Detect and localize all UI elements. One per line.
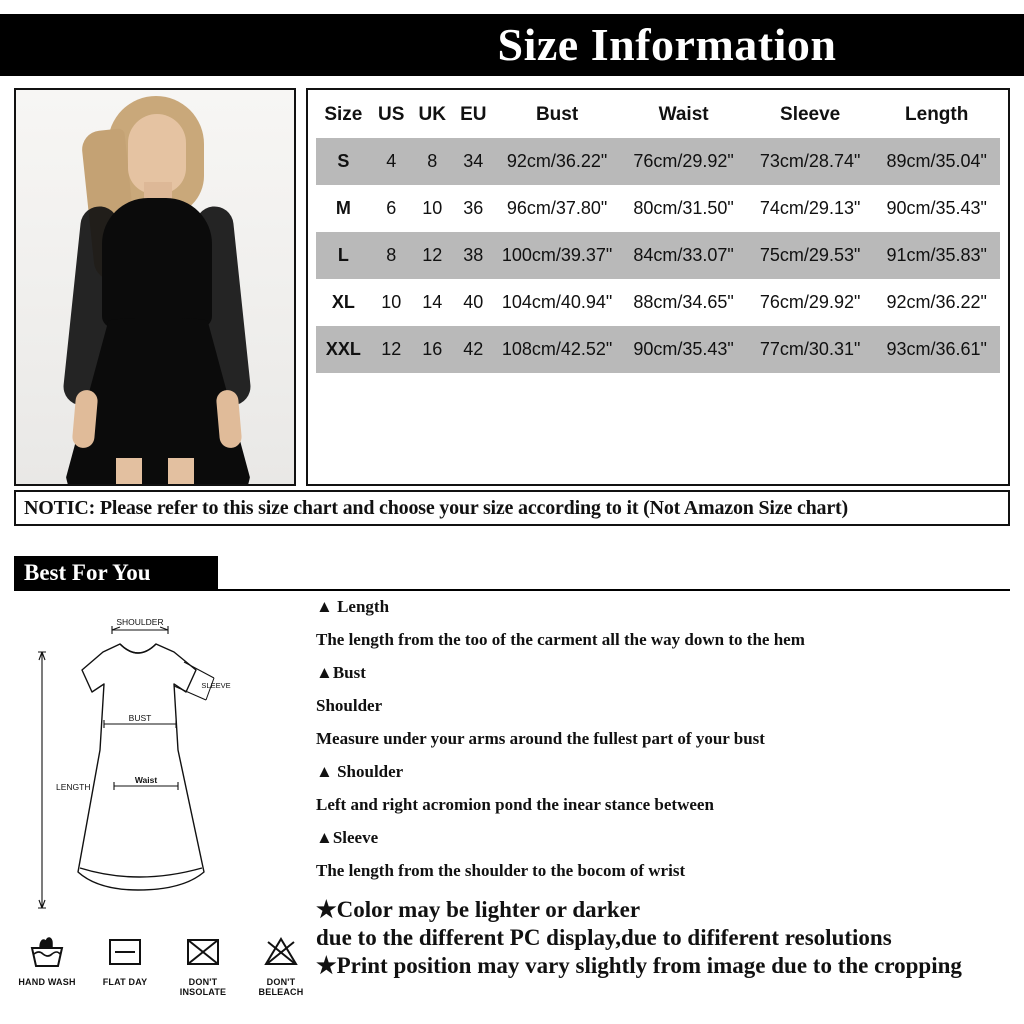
guide-line: ▲ Length	[316, 597, 390, 616]
guide-line: Left and right acromion pond the inear stance between	[316, 795, 714, 814]
cell-bust: 92cm/36.22"	[494, 138, 621, 185]
cell-us: 10	[371, 279, 412, 326]
cell-length: 92cm/36.22"	[873, 279, 1000, 326]
page-title: Size Information	[497, 19, 837, 70]
dress-bodice	[102, 198, 212, 328]
cell-waist: 88cm/34.65"	[620, 279, 747, 326]
size-table	[316, 96, 1000, 373]
disclaimer-line: due to the different PC display,due to dififerent resolutions	[316, 925, 892, 951]
column-header-us: US	[378, 104, 405, 125]
flat-dry-icon	[102, 930, 148, 970]
cell-us: 8	[371, 232, 412, 279]
measurement-diagram	[8, 600, 308, 930]
diagram-label-sleeve: SLEEVE	[201, 681, 231, 690]
guide-line: ▲Sleeve	[316, 828, 379, 847]
table-row	[316, 138, 1000, 185]
header-banner	[0, 14, 1024, 76]
cell-size: XXL	[316, 326, 371, 373]
cell-waist: 80cm/31.50"	[620, 185, 747, 232]
guide-line: Measure under your arms around the fullest part of your bust	[316, 729, 765, 748]
measurement-guide	[316, 598, 1016, 895]
cell-eu: 40	[453, 279, 494, 326]
column-header-waist: Waist	[658, 104, 709, 125]
cell-length: 90cm/35.43"	[873, 185, 1000, 232]
section-divider	[14, 589, 1010, 591]
cell-eu: 42	[453, 326, 494, 373]
cell-uk: 14	[412, 279, 453, 326]
best-for-you-label: Best For You	[24, 560, 151, 585]
cell-sleeve: 77cm/30.31"	[747, 326, 874, 373]
top-section	[14, 88, 1010, 486]
cell-sleeve: 75cm/29.53"	[747, 232, 874, 279]
cell-eu: 38	[453, 232, 494, 279]
table-header-row	[316, 96, 1000, 138]
care-label: HAND WASH	[18, 977, 76, 987]
cell-waist: 90cm/35.43"	[620, 326, 747, 373]
do-not-bleach-icon	[258, 930, 304, 970]
table-row	[316, 232, 1000, 279]
cell-length: 89cm/35.04"	[873, 138, 1000, 185]
diagram-label-bust: BUST	[128, 713, 152, 723]
cell-bust: 100cm/39.37"	[494, 232, 621, 279]
column-header-bust: Bust	[535, 104, 579, 125]
disclaimer-block	[316, 896, 1022, 980]
best-for-you-banner	[14, 556, 218, 590]
dress-outline-svg	[8, 600, 308, 930]
guide-line: The length from the too of the carment all the way down to the hem	[316, 630, 805, 649]
care-item	[88, 930, 162, 987]
product-photo	[14, 88, 296, 486]
cell-us: 4	[371, 138, 412, 185]
guide-line: ▲Bust	[316, 663, 366, 682]
hand-wash-icon	[24, 930, 70, 970]
guide-line: ▲ Shoulder	[316, 762, 404, 781]
cell-us: 12	[371, 326, 412, 373]
cell-sleeve: 73cm/28.74"	[747, 138, 874, 185]
product-photo-image	[16, 90, 294, 484]
diagram-label-shoulder: SHOULDER	[116, 617, 164, 627]
cell-size: L	[316, 232, 371, 279]
size-chart-notice: NOTIC: Please refer to this size chart and choose your size according to it (Not Amazon Size chart)	[14, 490, 1010, 526]
table-row	[316, 185, 1000, 232]
diagram-label-waist: Waist	[134, 775, 158, 785]
do-not-insolate-icon	[180, 930, 226, 970]
cell-uk: 12	[412, 232, 453, 279]
disclaimer-line: ★Print position may vary slightly from image due to the cropping	[316, 953, 962, 979]
care-item	[10, 930, 84, 987]
model-leg-left	[116, 458, 142, 486]
cell-uk: 10	[412, 185, 453, 232]
cell-size: S	[316, 138, 371, 185]
cell-sleeve: 74cm/29.13"	[747, 185, 874, 232]
care-instructions	[8, 930, 320, 1016]
cell-size: XL	[316, 279, 371, 326]
guide-line: The length from the shoulder to the bocom of wrist	[316, 861, 686, 880]
table-row	[316, 279, 1000, 326]
care-item	[244, 930, 318, 997]
disclaimer-line: ★Color may be lighter or darker	[316, 897, 641, 922]
cell-eu: 34	[453, 138, 494, 185]
column-header-size: Size	[324, 104, 363, 125]
diagram-label-length: LENGTH	[56, 782, 91, 792]
cell-waist: 76cm/29.92"	[620, 138, 747, 185]
column-header-sleeve: Sleeve	[780, 104, 841, 125]
column-header-length: Length	[905, 104, 969, 125]
cell-uk: 16	[412, 326, 453, 373]
cell-us: 6	[371, 185, 412, 232]
care-item	[166, 930, 240, 997]
cell-eu: 36	[453, 185, 494, 232]
cell-waist: 84cm/33.07"	[620, 232, 747, 279]
table-row	[316, 326, 1000, 373]
guide-line: Shoulder	[316, 696, 383, 715]
cell-sleeve: 76cm/29.92"	[747, 279, 874, 326]
cell-length: 91cm/35.83"	[873, 232, 1000, 279]
care-label: DON'T INSOLATE	[179, 977, 227, 997]
care-label: FLAT DAY	[102, 977, 148, 987]
care-label: DON'T BELEACH	[258, 977, 304, 997]
cell-length: 93cm/36.61"	[873, 326, 1000, 373]
model-leg-right	[168, 458, 194, 486]
cell-size: M	[316, 185, 371, 232]
cell-bust: 108cm/42.52"	[494, 326, 621, 373]
size-table-container	[306, 88, 1010, 486]
cell-uk: 8	[412, 138, 453, 185]
cell-bust: 96cm/37.80"	[494, 185, 621, 232]
column-header-eu: EU	[460, 104, 487, 125]
column-header-uk: UK	[418, 104, 446, 125]
cell-bust: 104cm/40.94"	[494, 279, 621, 326]
